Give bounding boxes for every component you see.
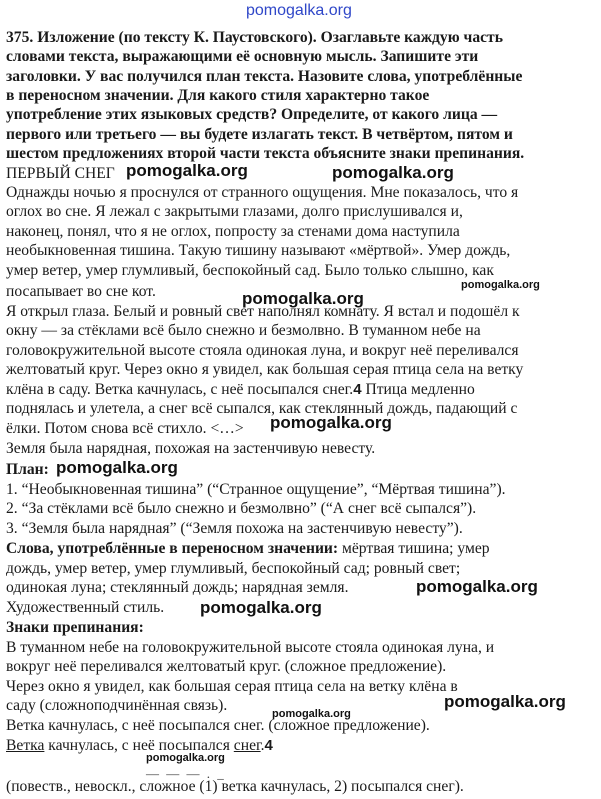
watermark: pomogalka.org bbox=[242, 289, 364, 308]
plan-item: 2. “За стёклами всё было снежно и безмолвно” (“А снег всё сыпался”). bbox=[6, 500, 477, 517]
task-line: заголовки. У вас получился план текста. Назовите слова, употреблённые bbox=[6, 68, 523, 85]
paragraph-text: Птица медленно bbox=[361, 381, 475, 398]
paragraph-line: головокружительной высоте стояла одинокая луна, и вокруг неё переливался bbox=[6, 342, 519, 359]
sentence-analysis bbox=[6, 737, 273, 755]
plan-item: 1. “Необыкновенная тишина” (“Странное ощущение”, “Мёртвая тишина”). bbox=[6, 481, 506, 498]
paragraph-text: клёна в саду. Ветка качнулась, с неё посыпался снег. bbox=[6, 381, 354, 398]
plan-item: 3. “Земля была нарядная” (“Земля похожа на застенчивую невесту”). bbox=[6, 520, 463, 537]
paragraph-line: ёлки. Потом снова всё стихло. <…> bbox=[6, 420, 244, 437]
paragraph-line: Однажды ночью я проснулся от странного ощущения. Мне показалось, что я bbox=[6, 184, 519, 201]
task-line: употребление этих языковых средств? Определите, от какого лица — bbox=[6, 106, 498, 123]
watermark: pomogalka.org bbox=[272, 708, 351, 720]
punctuation-line: Ветка качнулась, с неё посыпался снег. (сложное предложение). bbox=[6, 717, 430, 734]
watermark: pomogalka.org bbox=[332, 163, 454, 182]
plan-heading: План: bbox=[6, 461, 49, 478]
subject-word: снег bbox=[233, 737, 261, 754]
punctuation-line: вокруг неё переливался желтоватый круг. (сложное предложение). bbox=[6, 658, 447, 675]
punctuation-line: В туманном небе на головокружительной высоте стояла одинокая луна, и bbox=[6, 639, 495, 656]
analysis-text: . bbox=[260, 737, 265, 754]
punctuation-heading: Знаки препинания: bbox=[6, 619, 144, 636]
task-line: словами текста, выражающими её основную мысль. Запишите эти bbox=[6, 48, 479, 65]
figurative-line: дождь, умер ветер, умер глумливый, беспокойный сад; ровный свет; bbox=[6, 560, 461, 577]
punctuation-line: Через окно я увидел, как большая серая птица села на ветку клёна в bbox=[6, 678, 458, 695]
watermark: pomogalka.org bbox=[200, 598, 322, 617]
watermark: pomogalka.org bbox=[444, 692, 566, 711]
watermark: pomogalka.org bbox=[270, 413, 392, 432]
text-title: ПЕРВЫЙ СНЕГ bbox=[6, 165, 115, 182]
paragraph-line: наконец, понял, что я не оглох, попросту за стенами дома наступила bbox=[6, 223, 460, 240]
sentence-number: 4 bbox=[264, 737, 273, 754]
paragraph-line: оглох во сне. Я лежал с закрытыми глазами, долго прислушивался и, bbox=[6, 203, 463, 220]
task-line: первого или третьего — вы будете излагать текст. В четвёртом, пятом и bbox=[6, 126, 513, 143]
watermark: pomogalka.org bbox=[126, 161, 248, 180]
figurative-line bbox=[6, 540, 490, 558]
analysis-text: качнулась, с неё посыпался bbox=[44, 737, 234, 754]
watermark: pomogalka.org bbox=[416, 577, 538, 596]
paragraph-line: умер ветер, умер глумливый, беспокойный сад. Было только слышно, как bbox=[6, 262, 494, 279]
figurative-heading: Слова, употреблённые в переносном значении: bbox=[6, 540, 339, 557]
subject-word: Ветка bbox=[6, 737, 45, 754]
watermark: pomogalka.org bbox=[461, 279, 540, 291]
paragraph-line: окну — за стёклами всё было снежно и безмолвно. В туманном небе на bbox=[6, 322, 481, 339]
paragraph-line: необыкновенная тишина. Такую тишину называют «мёртвой». Умер дождь, bbox=[6, 242, 511, 259]
paragraph-line bbox=[6, 381, 475, 399]
figurative-text: мёртвая тишина; умер bbox=[338, 540, 490, 557]
task-line: в переносном значении. Для какого стиля характерно такое bbox=[6, 87, 430, 104]
final-analysis: (повеств., невоскл., сложное (1) ветка качнулась, 2) посыпался снег). bbox=[6, 778, 464, 795]
paragraph-line: посапывает во сне кот. bbox=[6, 283, 156, 300]
watermark: pomogalka.org bbox=[56, 458, 178, 477]
figurative-line: одинокая луна; стеклянный дождь; нарядная земля. bbox=[6, 579, 349, 596]
paragraph-line: желтоватый круг. Через окно я увидел, как большая серая птица села на ветку bbox=[6, 361, 524, 378]
sentence-number: 4 bbox=[353, 381, 362, 398]
punctuation-line: саду (сложноподчинённая связь). bbox=[6, 697, 228, 714]
style-line: Художественный стиль. bbox=[6, 599, 165, 616]
task-line: 375. Изложение (по тексту К. Паустовского). Озаглавьте каждую часть bbox=[6, 29, 503, 46]
paragraph-line: Я открыл глаза. Белый и ровный свет наполнял комнату. Я встал и подошёл к bbox=[6, 303, 520, 320]
task-line: шестом предложениях второй части текста объясните знаки препинания. bbox=[6, 145, 525, 162]
paragraph-line: Земля была нарядная, похожая на застенчивую невесту. bbox=[6, 440, 376, 457]
site-watermark-top: pomogalka.org bbox=[246, 2, 352, 19]
predicate-underline-marks: — — — . _ bbox=[146, 766, 226, 781]
paragraph-line: поднялась и улетела, а снег всё сыпался, как стеклянный дождь, падающий с bbox=[6, 400, 518, 417]
watermark: pomogalka.org bbox=[146, 752, 225, 764]
